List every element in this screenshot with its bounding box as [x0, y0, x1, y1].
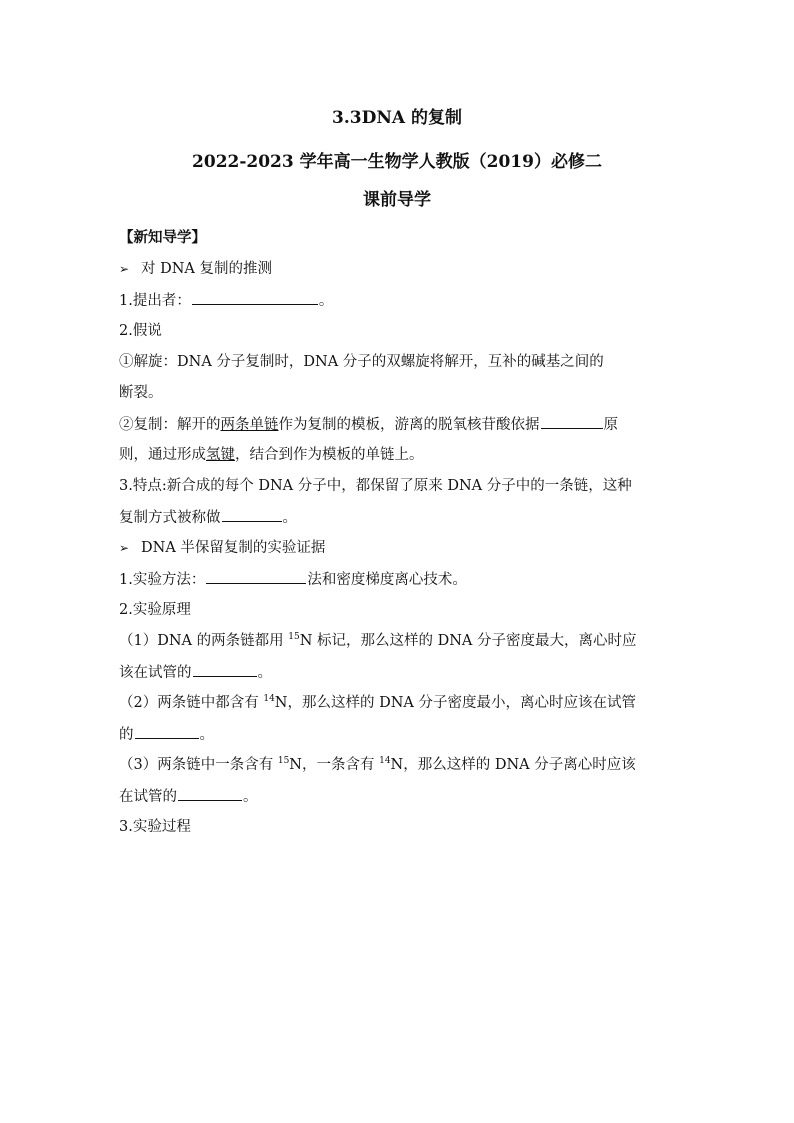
- question-2: 2.假说: [119, 323, 162, 339]
- answer-blank-proposer[interactable]: [192, 290, 318, 305]
- answer-blank-hybrid-position[interactable]: [178, 786, 242, 801]
- principle-1-line1: [119, 631, 679, 651]
- part2-heading-text: DNA 半保留复制的实验证据: [141, 540, 326, 556]
- principle-1-text-a: （1）DNA 的两条链都用: [119, 633, 289, 649]
- principle-2-suffix: 。: [199, 727, 214, 743]
- feature-suffix: 。: [282, 510, 297, 526]
- replication-text-e: ，结合到作为模板的单链上。: [235, 447, 424, 463]
- document-subtitle: 2022-2023 学年高一生物学人教版（2019）必修二: [192, 152, 602, 172]
- principle-3-line2: [119, 786, 679, 807]
- question-1-suffix: 。: [318, 293, 334, 309]
- question-1-prefix: 1.提出者：: [119, 293, 191, 309]
- isotope-superscript: 14: [379, 756, 391, 767]
- principle-2-line1: [119, 693, 679, 713]
- hypothesis-unwinding-line1: ①解旋：DNA 分子复制时，DNA 分子的双螺旋将解开，互补的碱基之间的: [119, 354, 604, 370]
- part2-heading: [119, 538, 679, 558]
- principle-1-line2: [119, 662, 679, 683]
- principle-2-prefix: 的: [119, 727, 134, 743]
- principle-3-prefix: 在试管的: [119, 789, 177, 805]
- hypothesis-replication-line2: [119, 445, 679, 465]
- section-title: 课前导学: [363, 190, 431, 210]
- answer-blank-principle[interactable]: [541, 414, 603, 429]
- underlined-hydrogen-bond: 氢键: [206, 447, 235, 463]
- principle-3-suffix: 。: [243, 789, 258, 805]
- replication-text-c: 原: [603, 417, 618, 433]
- isotope-superscript: 15: [288, 632, 300, 643]
- isotope-superscript: 15: [277, 756, 290, 767]
- experiment-process: 3.实验过程: [119, 819, 191, 835]
- principle-2-text-b: N，那么这样的 DNA 分子密度最小，离心时应该在试管: [274, 695, 636, 711]
- hypothesis-replication-line1: [119, 414, 679, 435]
- principle-3-text-a: （3）两条链中一条含有: [119, 757, 278, 773]
- principle-3-text-c: N，那么这样的 DNA 分子离心时应该: [390, 757, 636, 773]
- method-prefix: 1.实验方法：: [119, 572, 206, 588]
- answer-blank-heavy-position[interactable]: [193, 662, 257, 677]
- document-title: 3.3DNA 的复制: [332, 108, 462, 128]
- isotope-superscript: 14: [263, 694, 275, 705]
- replication-text-d: 则，通过形成: [119, 447, 206, 463]
- part1-heading: [119, 259, 679, 279]
- principle-1-prefix: 该在试管的: [119, 665, 192, 681]
- feature-prefix: 复制方式被称做: [119, 510, 221, 526]
- principle-3-text-b: N，一条含有: [289, 757, 380, 773]
- principle-2-line2: [119, 724, 679, 745]
- replication-text-b: 作为复制的模板，游离的脱氧核苷酸依据: [278, 417, 540, 433]
- principle-1-suffix: 。: [257, 665, 272, 681]
- answer-blank-method[interactable]: [206, 569, 306, 584]
- experiment-method: [119, 569, 679, 590]
- answer-blank-light-position[interactable]: [135, 724, 199, 739]
- replication-text-a: ②复制：解开的: [119, 417, 221, 433]
- arrow-bullet-icon: ➢: [119, 262, 130, 276]
- method-suffix: 法和密度梯度离心技术。: [307, 572, 467, 588]
- feature-line2: [119, 507, 679, 528]
- arrow-bullet-icon: ➢: [119, 541, 130, 555]
- principle-3-line1: [119, 755, 679, 775]
- answer-blank-replication-mode[interactable]: [222, 507, 282, 522]
- hypothesis-unwinding-line2: 断裂。: [119, 385, 163, 401]
- principle-1-text-b: N 标记，那么这样的 DNA 分子密度最大，离心时应: [299, 633, 637, 649]
- feature-line1: 3.特点:新合成的每个 DNA 分子中，都保留了原来 DNA 分子中的一条链，这种: [119, 478, 632, 494]
- principle-2-text-a: （2）两条链中都含有: [119, 695, 264, 711]
- experiment-principle: 2.实验原理: [119, 602, 191, 618]
- part1-heading-text: 对 DNA 复制的推测: [141, 261, 273, 277]
- underlined-two-strands: 两条单链: [220, 417, 279, 433]
- new-knowledge-tag: 【新知导学】: [119, 229, 206, 246]
- question-1: [119, 290, 679, 311]
